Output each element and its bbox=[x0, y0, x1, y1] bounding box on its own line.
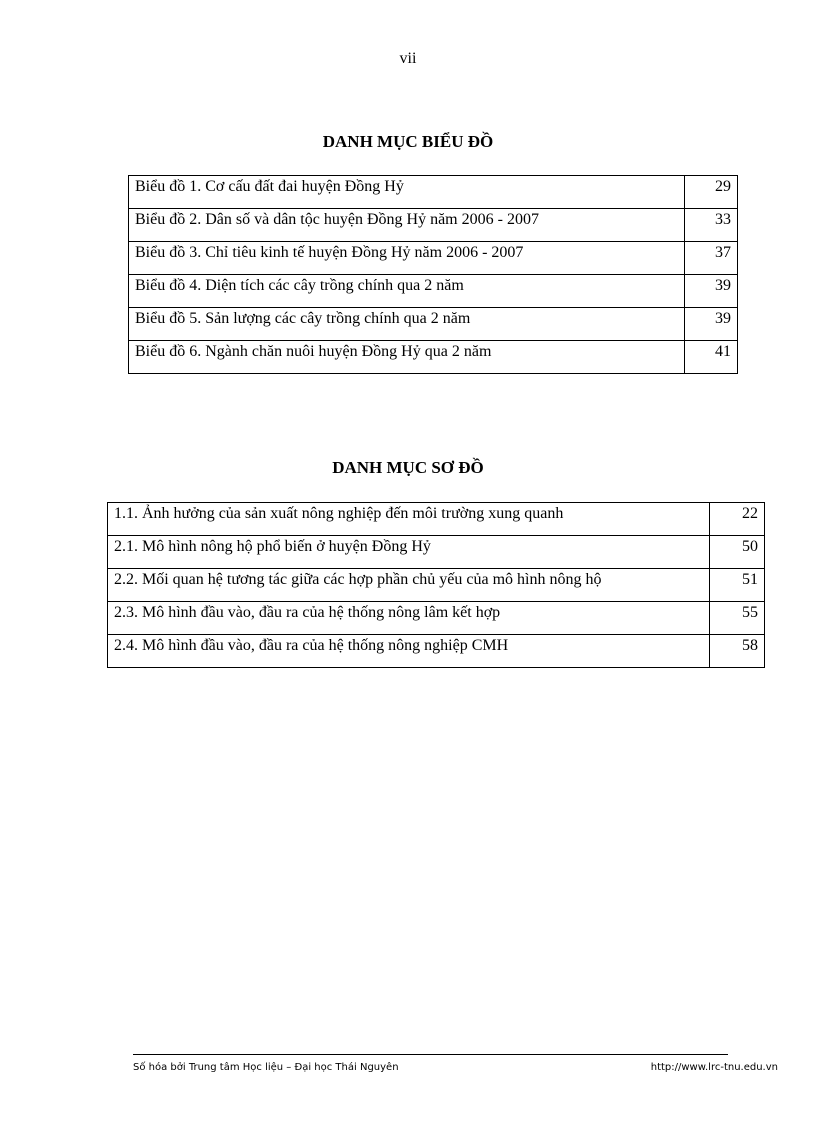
entry-page: 58 bbox=[710, 635, 765, 668]
entry-page: 29 bbox=[685, 176, 738, 209]
entry-label: 2.2. Mối quan hệ tương tác giữa các hợp phần chủ yếu của mô hình nông hộ bbox=[108, 569, 710, 602]
entry-page: 37 bbox=[685, 242, 738, 275]
entry-label: Biểu đồ 6. Ngành chăn nuôi huyện Đồng Hỷ qua 2 năm bbox=[129, 341, 685, 374]
table-row bbox=[129, 176, 738, 209]
footer-source: Số hóa bởi Trung tâm Học liệu – Đại học Thái Nguyên bbox=[133, 1062, 399, 1073]
entry-label: 2.4. Mô hình đầu vào, đầu ra của hệ thống nông nghiệp CMH bbox=[108, 635, 710, 668]
table-row bbox=[129, 242, 738, 275]
entry-page: 39 bbox=[685, 275, 738, 308]
entry-label: 1.1. Ảnh hưởng của sản xuất nông nghiệp đến môi trường xung quanh bbox=[108, 503, 710, 536]
entry-page: 41 bbox=[685, 341, 738, 374]
charts-list-table bbox=[128, 175, 738, 374]
charts-list-title: DANH MỤC BIỂU ĐỒ bbox=[322, 132, 494, 151]
footer-url: http://www.lrc-tnu.edu.vn bbox=[650, 1062, 778, 1073]
table-row bbox=[108, 569, 765, 602]
table-row bbox=[129, 209, 738, 242]
footer-divider bbox=[133, 1054, 728, 1055]
entry-label: Biểu đồ 5. Sản lượng các cây trồng chính qua 2 năm bbox=[129, 308, 685, 341]
entry-page: 55 bbox=[710, 602, 765, 635]
entry-page: 39 bbox=[685, 308, 738, 341]
entry-label: Biểu đồ 4. Diện tích các cây trồng chính qua 2 năm bbox=[129, 275, 685, 308]
diagrams-list-table bbox=[107, 502, 765, 668]
table-row bbox=[108, 503, 765, 536]
entry-page: 22 bbox=[710, 503, 765, 536]
table-row bbox=[108, 602, 765, 635]
entry-label: 2.1. Mô hình nông hộ phổ biến ở huyện Đồng Hỷ bbox=[108, 536, 710, 569]
table-row bbox=[108, 635, 765, 668]
entry-page: 50 bbox=[710, 536, 765, 569]
entry-label: Biểu đồ 3. Chỉ tiêu kinh tế huyện Đồng Hỷ năm 2006 - 2007 bbox=[129, 242, 685, 275]
table-row bbox=[108, 536, 765, 569]
entry-label: Biểu đồ 2. Dân số và dân tộc huyện Đồng Hỷ năm 2006 - 2007 bbox=[129, 209, 685, 242]
table-row bbox=[129, 308, 738, 341]
entry-page: 51 bbox=[710, 569, 765, 602]
diagrams-list-title: DANH MỤC SƠ ĐỒ bbox=[332, 458, 484, 477]
entry-label: Biểu đồ 1. Cơ cấu đất đai huyện Đồng Hỷ bbox=[129, 176, 685, 209]
page-number: vii bbox=[399, 50, 417, 67]
entry-page: 33 bbox=[685, 209, 738, 242]
table-row bbox=[129, 275, 738, 308]
entry-label: 2.3. Mô hình đầu vào, đầu ra của hệ thống nông lâm kết hợp bbox=[108, 602, 710, 635]
table-row bbox=[129, 341, 738, 374]
